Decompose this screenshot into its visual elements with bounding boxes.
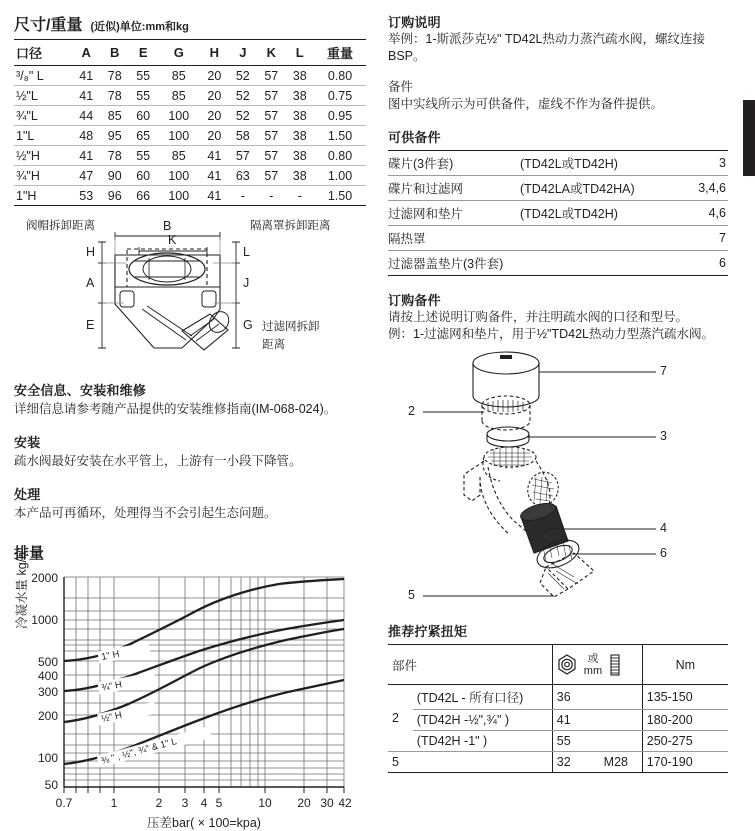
cell-a: 41 [72, 66, 100, 86]
available-spares-section [388, 127, 736, 276]
table-row [14, 126, 366, 146]
cell-b: 85 [100, 106, 128, 126]
spares-note-section [388, 79, 736, 113]
table-row [14, 86, 366, 106]
dim-label-g: G [243, 318, 253, 332]
strainer-removal-note-line2: 距离 [262, 339, 285, 351]
table-row [388, 251, 728, 276]
cell-bore: ³/₈" L [14, 66, 72, 86]
cell-k: - [257, 186, 285, 206]
cell-h: 20 [200, 106, 228, 126]
cell-l: 38 [286, 146, 314, 166]
exploded-assembly-diagram [388, 349, 736, 621]
table-row [14, 106, 366, 126]
order-spares-line2: 例：1-过滤网和垫片，用于½"TD42L热动力型蒸汽疏水阀。 [388, 327, 714, 341]
cell-bore: ½"L [14, 86, 72, 106]
callout-2: 2 [408, 404, 415, 418]
spare-ref: 3,4,6 [670, 176, 728, 201]
disposal-text: 本产品可再循环，处理得当不会引起生态问题。 [14, 506, 277, 520]
table-row [388, 176, 728, 201]
col-header-a: A [72, 40, 100, 66]
cell-l: 38 [286, 126, 314, 146]
y-tick: 400 [37, 669, 58, 683]
cell-j: 52 [229, 106, 257, 126]
y-tick: 200 [37, 709, 58, 723]
torque-col-nm: Nm [642, 645, 728, 685]
valve-drawing [14, 214, 366, 366]
torque-size: 36 [552, 685, 642, 710]
exploded-drawing [388, 349, 736, 621]
installation-section [14, 432, 366, 470]
table-row [14, 186, 366, 206]
cell-e: 60 [129, 106, 157, 126]
disposal-title: 处理 [14, 487, 41, 502]
torque-nm: 180-200 [642, 710, 728, 731]
x-tick: 4 [200, 796, 208, 810]
cell-b: 78 [100, 66, 128, 86]
curve-label-threequarter-h: ¾" H [100, 679, 123, 694]
y-tick: 300 [37, 685, 58, 699]
torque-size [552, 752, 642, 773]
spare-name: 过滤器盖垫片(3件套) [388, 251, 520, 276]
cell-weight: 1.50 [314, 186, 366, 206]
cell-j: 52 [229, 66, 257, 86]
cell-bore: ¾"H [14, 166, 72, 186]
cell-b: 78 [100, 86, 128, 106]
thread-icon [609, 654, 621, 676]
cell-e: 55 [129, 86, 157, 106]
torque-col-size [552, 645, 642, 685]
dimensions-table [14, 39, 366, 206]
spare-ref: 3 [670, 151, 728, 176]
cell-b: 95 [100, 126, 128, 146]
installation-title: 安装 [14, 435, 41, 450]
strainer-removal-note-line1: 过滤网拆卸 [262, 321, 320, 333]
left-column [14, 12, 366, 830]
spare-model: (TD42L或TD42H) [520, 201, 670, 226]
spare-name: 隔热罩 [388, 226, 520, 251]
dim-label-l: L [243, 245, 250, 259]
torque-desc: (TD42H -1" ) [413, 731, 552, 752]
cell-l: 38 [286, 86, 314, 106]
y-tick: 500 [37, 655, 58, 669]
x-tick: 0.7 [55, 796, 73, 810]
ordering-example-line2: BSP。 [388, 49, 426, 63]
torque-size: 55 [552, 731, 642, 752]
y-tick: 50 [44, 778, 58, 792]
cell-weight: 1.00 [314, 166, 366, 186]
y-tick: 1000 [31, 613, 58, 627]
callout-6: 6 [660, 546, 667, 560]
cell-k: 57 [257, 66, 285, 86]
insulation-cap-removal-note: 隔离罩拆卸距离 [250, 220, 331, 232]
spare-name: 碟片(3件套) [388, 151, 520, 176]
cell-weight: 0.80 [314, 66, 366, 86]
cell-l: 38 [286, 166, 314, 186]
torque-nm: 170-190 [642, 752, 728, 773]
spare-model: (TD42LA或TD42HA) [520, 176, 670, 201]
cell-a: 48 [72, 126, 100, 146]
table-row [14, 166, 366, 186]
chart-plot-area [14, 567, 374, 817]
cell-e: 65 [129, 126, 157, 146]
torque-desc: (TD42L - 所有口径) [413, 685, 552, 710]
col-header-k: K [257, 40, 285, 66]
col-header-bore: 口径 [14, 40, 72, 66]
cell-h: 20 [200, 126, 228, 146]
cell-a: 44 [72, 106, 100, 126]
torque-desc: (TD42H -½",¾" ) [413, 710, 552, 731]
spare-model [520, 251, 670, 276]
cell-g: 100 [157, 166, 200, 186]
torque-part-no: 5 [388, 752, 413, 773]
callout-5: 5 [408, 588, 415, 602]
col-header-h: H [200, 40, 228, 66]
available-spares-table [388, 150, 728, 276]
cell-bore: ½"H [14, 146, 72, 166]
cell-a: 41 [72, 146, 100, 166]
order-spares-title: 订购备件 [388, 293, 441, 308]
cell-weight: 0.95 [314, 106, 366, 126]
x-tick: 10 [258, 796, 272, 810]
spares-note-text: 图中实线所示为可供备件，虚线不作为备件提供。 [388, 97, 664, 111]
torque-nm: 250-275 [642, 731, 728, 752]
x-tick: 3 [181, 796, 189, 810]
callout-3: 3 [660, 429, 667, 443]
cell-weight: 1.50 [314, 126, 366, 146]
cell-k: 57 [257, 146, 285, 166]
table-row [14, 66, 366, 86]
spare-model [520, 226, 670, 251]
spares-note-heading: 备件 [388, 80, 414, 94]
curve-label-1inch-h: 1" H [100, 648, 121, 663]
x-tick: 42 [338, 796, 352, 810]
table-header-row [388, 645, 728, 685]
torque-col-part: 部件 [388, 645, 552, 685]
curve-label-l-group: ⅜ " , ½", ¾" & 1" L [99, 736, 179, 767]
cell-k: 57 [257, 106, 285, 126]
cell-l: - [286, 186, 314, 206]
safety-section [14, 380, 366, 418]
spare-ref: 7 [670, 226, 728, 251]
torque-or-label: 或 [587, 652, 599, 665]
cell-k: 57 [257, 86, 285, 106]
table-row [388, 201, 728, 226]
torque-size-units [584, 653, 602, 677]
cell-k: 57 [257, 126, 285, 146]
torque-part-no: 2 [388, 685, 413, 752]
cell-l: 38 [286, 106, 314, 126]
y-tick: 100 [37, 751, 58, 765]
col-header-l: L [286, 40, 314, 66]
cell-j: 57 [229, 146, 257, 166]
x-tick: 2 [155, 796, 163, 810]
table-row [388, 685, 728, 710]
spare-ref: 4,6 [670, 201, 728, 226]
torque-nm: 135-150 [642, 685, 728, 710]
cell-k: 57 [257, 166, 285, 186]
table-row [388, 710, 728, 731]
cell-h: 41 [200, 186, 228, 206]
torque-desc [413, 752, 552, 773]
cell-h: 41 [200, 166, 228, 186]
col-header-g: G [157, 40, 200, 66]
chart-y-axis-label: 冷凝水量 kg/h [15, 551, 29, 629]
cell-g: 100 [157, 186, 200, 206]
table-row [388, 226, 728, 251]
table-row [388, 151, 728, 176]
dim-label-j: J [243, 276, 250, 290]
safety-text: 详细信息请参考随产品提供的安装维修指南(IM-068-024)。 [14, 402, 337, 416]
cell-b: 96 [100, 186, 128, 206]
cell-g: 100 [157, 126, 200, 146]
torque-section [388, 621, 736, 773]
cell-g: 85 [157, 86, 200, 106]
cell-e: 55 [129, 146, 157, 166]
safety-title: 安全信息、安装和维修 [14, 383, 147, 398]
cell-g: 85 [157, 66, 200, 86]
cell-g: 85 [157, 146, 200, 166]
cell-e: 66 [129, 186, 157, 206]
order-spares-section [388, 290, 736, 343]
cell-j: - [229, 186, 257, 206]
col-header-b: B [100, 40, 128, 66]
ordering-title: 订购说明 [388, 15, 441, 30]
col-header-weight: 重量 [314, 40, 366, 66]
cell-b: 90 [100, 166, 128, 186]
cell-l: 38 [286, 66, 314, 86]
dimensions-title: 尺寸/重量 [14, 17, 83, 34]
cell-b: 78 [100, 146, 128, 166]
chart-title: 排量 [14, 545, 45, 562]
callout-7: 7 [660, 364, 667, 378]
y-tick: 2000 [31, 571, 58, 585]
torque-mm-label: mm [583, 664, 603, 677]
valve-cross-section-diagram [14, 214, 366, 366]
torque-table [388, 644, 728, 773]
order-spares-line1: 请按上述说明订购备件，并注明疏水阀的口径和型号。 [388, 310, 689, 324]
callout-4: 4 [660, 521, 667, 535]
dimensions-heading [14, 12, 366, 35]
chart-x-axis-label: 压差bar( × 100=kpa) [147, 816, 261, 830]
x-tick: 5 [215, 796, 223, 810]
disposal-section [14, 484, 366, 522]
right-column [388, 12, 736, 773]
cell-a: 41 [72, 86, 100, 106]
x-tick: 30 [320, 796, 334, 810]
cell-h: 41 [200, 146, 228, 166]
page-edge-tab [743, 100, 755, 176]
dim-label-a: A [86, 276, 95, 290]
cell-e: 55 [129, 66, 157, 86]
table-header-row [14, 40, 366, 66]
cell-j: 63 [229, 166, 257, 186]
col-header-j: J [229, 40, 257, 66]
table-row [388, 731, 728, 752]
ordering-example-line1: 举例：1-斯派莎克½" TD42L热动力蒸汽疏水阀，螺纹连接 [388, 32, 705, 46]
spare-ref: 6 [670, 251, 728, 276]
table-row [388, 752, 728, 773]
dim-label-e: E [86, 318, 95, 332]
table-row [14, 146, 366, 166]
x-tick: 1 [110, 796, 118, 810]
cell-e: 60 [129, 166, 157, 186]
bonnet-removal-note: 阀帽拆卸距离 [26, 220, 95, 232]
spare-name: 碟片和过滤网 [388, 176, 520, 201]
torque-title: 推荐拧紧扭矩 [388, 624, 468, 639]
torque-thread-value: M28 [603, 755, 628, 769]
available-spares-title: 可供备件 [388, 130, 441, 145]
torque-size: 41 [552, 710, 642, 731]
cell-weight: 0.75 [314, 86, 366, 106]
cell-weight: 0.80 [314, 146, 366, 166]
cell-h: 20 [200, 86, 228, 106]
dim-label-h: H [86, 245, 96, 259]
spare-name: 过滤网和垫片 [388, 201, 520, 226]
cell-bore: 1"L [14, 126, 72, 146]
cell-bore: ¾"L [14, 106, 72, 126]
dim-label-b: B [163, 219, 172, 233]
installation-text: 疏水阀最好安装在水平管上，上游有一小段下降管。 [14, 454, 302, 468]
cell-bore: 1"H [14, 186, 72, 206]
cell-j: 52 [229, 86, 257, 106]
col-header-e: E [129, 40, 157, 66]
cell-h: 20 [200, 66, 228, 86]
cell-j: 58 [229, 126, 257, 146]
cell-a: 53 [72, 186, 100, 206]
hex-socket-icon [557, 654, 577, 675]
cell-g: 100 [157, 106, 200, 126]
curve-label-half-h: ½" H [100, 709, 123, 725]
x-tick: 20 [297, 796, 311, 810]
torque-size-value: 32 [556, 755, 571, 769]
dim-label-k: K [168, 233, 177, 247]
spare-model: (TD42L或TD42H) [520, 151, 670, 176]
ordering-section [388, 12, 736, 65]
dimensions-subtitle: (近似)单位:mm和kg [90, 21, 189, 33]
cell-a: 47 [72, 166, 100, 186]
